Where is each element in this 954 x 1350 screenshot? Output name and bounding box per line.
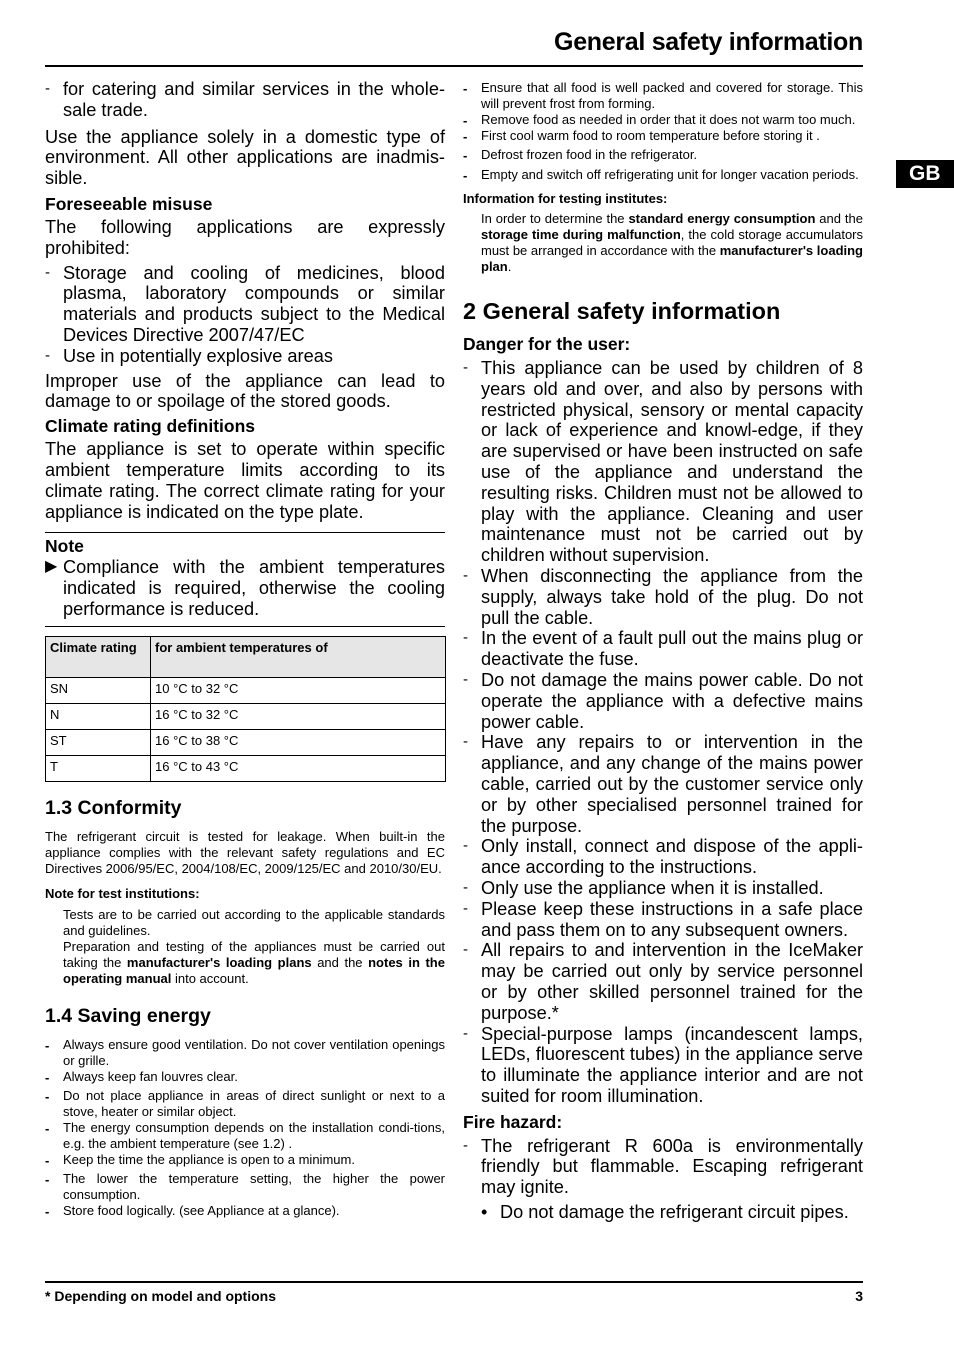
- indented-paragraph: [45, 939, 445, 987]
- bold-text: manufacturer's loading plans: [126, 954, 312, 970]
- list-item: - When disconnecting the appliance from the supply, always take hold of the plug. Do not pull the cable.: [463, 566, 863, 628]
- table-cell: T: [46, 755, 151, 781]
- bold-text: storage time during malfunction: [481, 227, 681, 242]
- climate-table: [45, 636, 446, 782]
- note-item: [45, 557, 445, 619]
- list-item: - In the event of a fault pull out the mains plug or deactivate the fuse.: [463, 628, 863, 670]
- list-item: - Have any repairs to or intervention in the appliance, and any change of the mains power cable, carried out by the customer service only or by other specialised personnel trained for the purpose.: [463, 732, 863, 836]
- table-cell: SN: [46, 677, 151, 703]
- text: Preparation and testing of the appliances must be carried out taking the: [63, 938, 445, 970]
- list-item: - First cool warm food to room temperature before storing it .: [463, 128, 863, 144]
- list-item: - Store food logically. (see Appliance at a glance).: [45, 1203, 445, 1219]
- list-item: - The lower the temperature setting, the higher the power consumption.: [45, 1171, 445, 1203]
- list-item: - Empty and switch off refrigerating unit for longer vacation periods.: [463, 167, 863, 183]
- subheading: Information for testing institutes:: [463, 191, 668, 206]
- note-text: Compliance with the ambient temperatures indicated is required, otherwise the cooling performance is reduced.: [63, 557, 445, 619]
- table-cell: 16 °C to 38 °C: [151, 729, 446, 755]
- note-box: [45, 532, 445, 626]
- footer-divider: [45, 1281, 863, 1283]
- list-item: - Storage and cooling of medicines, blood plasma, laboratory compounds or similar materials and products subject to the Medical Devices Directive 2007/47/EC: [45, 263, 445, 346]
- section-heading: 1.4 Saving energy: [45, 1004, 211, 1027]
- header-divider: [45, 65, 863, 67]
- table-header-cell: Climate rating: [46, 636, 151, 677]
- indented-paragraph: Tests are to be carried out according to the applicable standards and guidelines.: [63, 906, 445, 938]
- table-cell: N: [46, 703, 151, 729]
- table-header-row: [46, 636, 446, 677]
- list-item: - Only install, connect and dispose of the appli-ance according to the instructions.: [463, 836, 863, 878]
- table-cell: 16 °C to 32 °C: [151, 703, 446, 729]
- list-item: - Only use the appliance when it is installed.: [463, 878, 863, 899]
- bold-text: notes in the operating manual: [63, 954, 445, 986]
- right-column: [463, 80, 863, 1223]
- arrow-right-icon: ▶: [45, 558, 58, 576]
- table-row: [46, 729, 446, 755]
- paragraph: The following applications are expressly prohibited:: [45, 216, 445, 258]
- bullet-text: Do not damage the refrigerant circuit pipes.: [500, 1202, 849, 1223]
- paragraph: Use the appliance solely in a domestic type of environment. All other applications are inadmis-sible.: [45, 126, 445, 189]
- section-heading: Danger for the user:: [463, 334, 631, 354]
- list-item: - Always keep fan louvres clear.: [45, 1069, 445, 1085]
- list-item: - Defrost frozen food in the refrigerator.: [463, 147, 863, 163]
- bold-text: standard energy consumption: [628, 211, 816, 226]
- section-heading: Climate rating definitions: [45, 416, 256, 437]
- paragraph: The refrigerant circuit is tested for leakage. When built-in the appliance complies with the relevant safety regulations and EC Directives 2006/95/EC, 2004/108/EC, 2009/125/EC and 2010/30/EU.: [45, 828, 445, 876]
- footer-note: * Depending on model and options: [45, 1288, 276, 1304]
- left-column: [45, 78, 445, 1219]
- page-title: General safety information: [554, 28, 863, 56]
- text: and the: [311, 954, 369, 970]
- text: into account.: [171, 970, 249, 986]
- list-item: - Ensure that all food is well packed and covered for storage. This will prevent frost from forming.: [463, 80, 863, 112]
- table-row: [46, 755, 446, 781]
- list-item: - Always ensure good ventilation. Do not cover ventilation openings or grille.: [45, 1037, 445, 1069]
- subheading: Note for test institutions:: [45, 885, 200, 901]
- list-item: - Keep the time the appliance is open to a minimum.: [45, 1152, 445, 1168]
- chapter-heading: 2 General safety information: [463, 298, 781, 324]
- text: , the cold storage accumulators must be arranged in accordance with the: [481, 227, 863, 258]
- page-number: 3: [855, 1288, 863, 1304]
- list-item: - Do not place appliance in areas of direct sunlight or next to a stove, heater or similar object.: [45, 1088, 445, 1120]
- paragraph: The appliance is set to operate within specific ambient temperature limits according to its climate rating. The correct climate rating for your appliance is indicated on the type plate.: [45, 439, 445, 522]
- language-tab: GB: [896, 160, 954, 188]
- list-item: - All repairs to and intervention in the IceMaker may be carried out only by service personnel or by other skilled personnel trained for the purpose.*: [463, 940, 863, 1023]
- text: In order to determine the: [481, 211, 629, 226]
- list-item: - The energy consumption depends on the installation condi-tions, e.g. the ambient temperature (see 1.2) .: [45, 1120, 445, 1152]
- text: .: [507, 259, 512, 274]
- section-heading: Fire hazard:: [463, 1111, 563, 1132]
- list-item: - Use in potentially explosive areas: [45, 346, 445, 367]
- bullet-icon: •: [481, 1202, 488, 1223]
- bold-text: manufacturer's loading plan: [481, 243, 863, 274]
- text: and the: [815, 211, 863, 226]
- table-cell: 10 °C to 32 °C: [151, 677, 446, 703]
- section-heading: 1.3 Conformity: [45, 796, 182, 819]
- table-row: [46, 703, 446, 729]
- list-item: - Please keep these instructions in a safe place and pass them on to any subsequent owners.: [463, 899, 863, 941]
- list-item: - Do not damage the mains power cable. Do not operate the appliance with a defective mains power cable.: [463, 670, 863, 732]
- note-heading: Note: [45, 536, 84, 557]
- paragraph: Improper use of the appliance can lead to damage to or spoilage of the stored goods.: [45, 370, 445, 412]
- table-row: [46, 677, 446, 703]
- table-cell: ST: [46, 729, 151, 755]
- list-item: - This appliance can be used by children of 8 years old and over, and also by persons with restricted physical, sensory or mental capacity or lack of experience and knowl-edge, if they are supervised or have been instructed on safe use of the appliance and understand the resulting risks. Children must not be allowed to play with the appliance. Cleaning and user maintenance must not be carried out by children without supervision.: [463, 358, 863, 566]
- indented-paragraph: [463, 211, 863, 275]
- list-item: - Remove food as needed in order that it does not warm too much.: [463, 112, 863, 128]
- list-item: - The refrigerant R 600a is environmentally friendly but flammable. Escaping refrigerant may ignite.: [463, 1136, 863, 1198]
- bullet-item: [463, 1202, 863, 1223]
- list-item: - for catering and similar services in the whole-sale trade.: [45, 79, 445, 121]
- table-header-cell: for ambient temperatures of: [151, 636, 446, 677]
- list-item: - Special-purpose lamps (incandescent lamps, LEDs, fluorescent tubes) in the appliance serve to illuminate the appliance interior and are not suited for room illumination.: [463, 1024, 863, 1107]
- table-cell: 16 °C to 43 °C: [151, 755, 446, 781]
- section-heading: Foreseeable misuse: [45, 193, 213, 214]
